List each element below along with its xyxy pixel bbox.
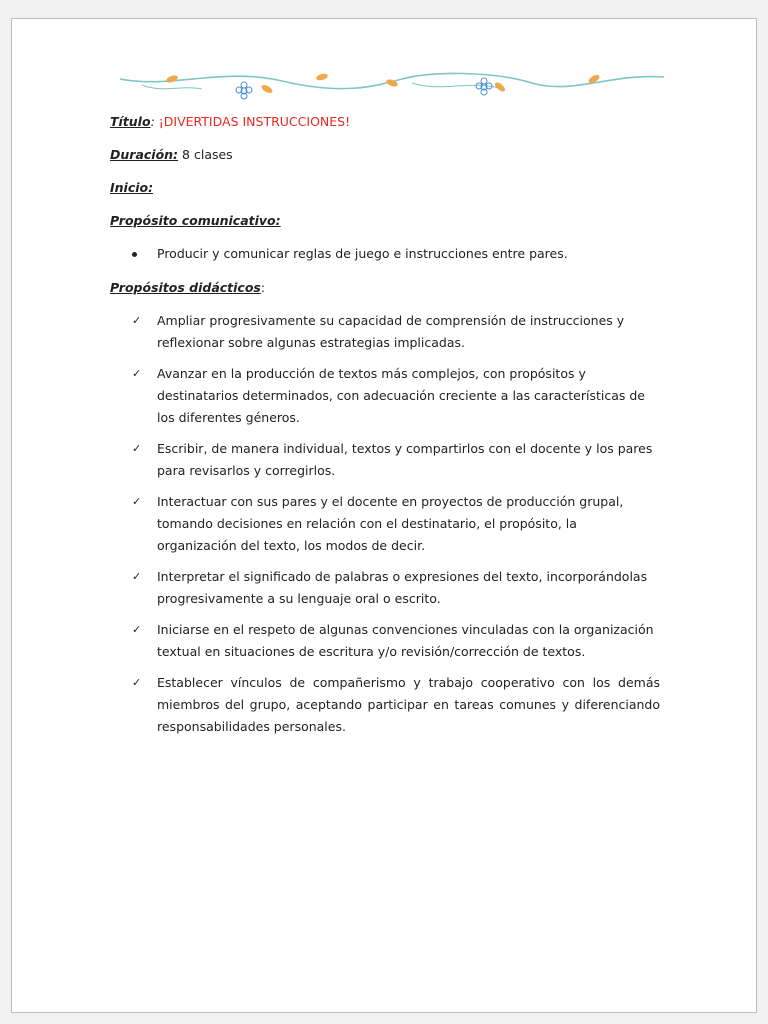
- didactic-purposes-list: [110, 310, 660, 738]
- list-item: ✓ Escribir, de manera individual, textos y compartirlos con el docente y los pares para revisarlos y corregirlos.: [110, 438, 660, 482]
- start-label: Inicio:: [110, 180, 154, 195]
- bullet-icon: [132, 252, 137, 257]
- title-value: ¡DIVERTIDAS INSTRUCCIONES!: [158, 114, 351, 129]
- duration-label: Duración:: [110, 147, 179, 162]
- communicative-purpose-heading: [110, 210, 660, 232]
- document-body: [110, 111, 660, 747]
- list-item: ✓ Establecer vínculos de compañerismo y trabajo cooperativo con los demás miembros del grupo, aceptando participar en tareas comunes y diferenciando responsabilidades personales.: [110, 672, 660, 738]
- checkmark-icon: ✓: [132, 623, 142, 636]
- title-label: Título: [110, 114, 151, 129]
- communicative-purpose-label: Propósito comunicativo:: [110, 213, 281, 228]
- list-item: ✓ Avanzar en la producción de textos más complejos, con propósitos y destinatarios determinados, con adecuación creciente a las características de los diferentes géneros.: [110, 363, 660, 429]
- checkmark-icon: ✓: [132, 570, 142, 583]
- title-field: Título: ¡DIVERTIDAS INSTRUCCIONES!: [110, 114, 351, 129]
- list-item: ✓ Iniciarse en el respeto de algunas convenciones vinculadas con la organización textual en situaciones de escritura y/o revisión/corrección de textos.: [110, 619, 660, 663]
- checkmark-icon: ✓: [132, 442, 142, 455]
- checkmark-icon: ✓: [132, 676, 142, 689]
- duration-field: [110, 144, 660, 166]
- list-item: Producir y comunicar reglas de juego e instrucciones entre pares.: [110, 243, 660, 265]
- list-item: ✓ Interpretar el significado de palabras o expresiones del texto, incorporándolas progresivamente a su lenguaje oral o escrito.: [110, 566, 660, 610]
- checkmark-icon: ✓: [132, 367, 142, 380]
- checkmark-icon: ✓: [132, 495, 142, 508]
- floral-vine-decoration: [112, 49, 672, 109]
- checkmark-icon: ✓: [132, 314, 142, 327]
- communicative-purpose-list: [110, 243, 660, 265]
- start-field: [110, 177, 660, 199]
- list-item: ✓ Ampliar progresivamente su capacidad de comprensión de instrucciones y reflexionar sobre algunas estrategias implicadas.: [110, 310, 660, 354]
- list-item: ✓ Interactuar con sus pares y el docente en proyectos de producción grupal, tomando decisiones en relación con el destinatario, el propósito, la organización del texto, los modos de decir.: [110, 491, 660, 557]
- document-page: [11, 18, 757, 1013]
- flower-icon: [236, 82, 252, 99]
- didactic-purposes-heading: Propósitos didácticos:: [110, 280, 266, 295]
- duration-value: 8 clases: [182, 147, 233, 162]
- didactic-purposes-label: Propósitos didácticos: [110, 280, 261, 295]
